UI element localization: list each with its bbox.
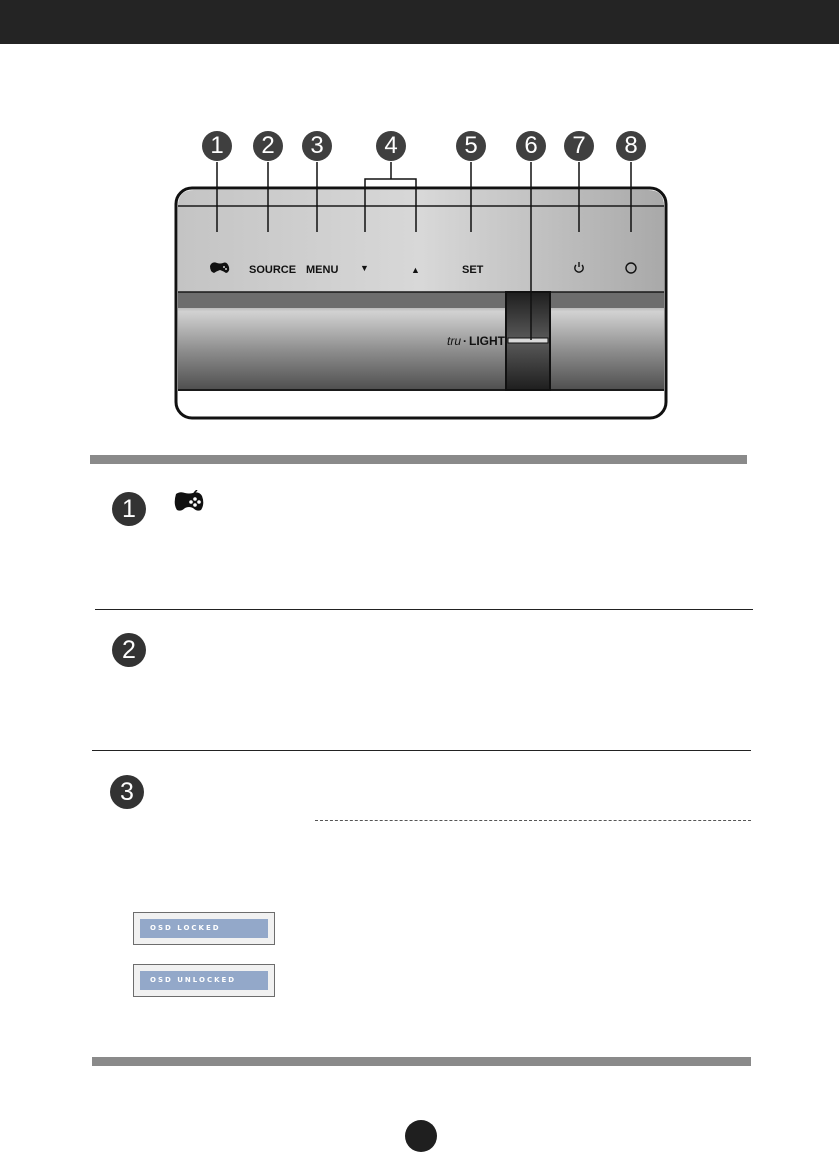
section-number-2: 2 (112, 633, 146, 667)
osd-unlocked-box (133, 964, 275, 997)
callout-8: 8 (616, 131, 646, 161)
set-button-label[interactable]: SET (462, 264, 484, 276)
callout-5: 5 (456, 131, 486, 161)
section-number-1: 1 (112, 492, 146, 526)
callout-4: 4 (376, 131, 406, 161)
source-button-label[interactable]: SOURCE (249, 264, 297, 276)
brand-logo-dot: · (463, 334, 467, 348)
gamepad-icon (172, 490, 206, 518)
section-divider-bottom (92, 1057, 751, 1066)
brand-logo-prefix: tru (447, 334, 462, 348)
callout-6: 6 (516, 131, 546, 161)
osd-unlocked-label: OSD UNLOCKED (140, 971, 268, 990)
section-divider-top (90, 455, 747, 464)
dashed-divider (315, 820, 751, 821)
menu-button-label[interactable]: MENU (306, 264, 339, 276)
callout-1: 1 (202, 131, 232, 161)
brand-logo-suffix: LIGHT (469, 334, 505, 348)
page-number-badge (405, 1120, 437, 1152)
osd-locked-box (133, 912, 275, 945)
monitor-control-panel (0, 0, 839, 460)
osd-locked-label: OSD LOCKED (140, 919, 268, 938)
section-divider (95, 609, 753, 610)
section-divider (92, 750, 751, 751)
down-button-label[interactable]: ▼ (360, 263, 369, 273)
callout-7: 7 (564, 131, 594, 161)
callout-3: 3 (302, 131, 332, 161)
callout-2: 2 (253, 131, 283, 161)
up-button-label[interactable]: ▲ (411, 265, 420, 275)
section-number-3: 3 (110, 775, 144, 809)
